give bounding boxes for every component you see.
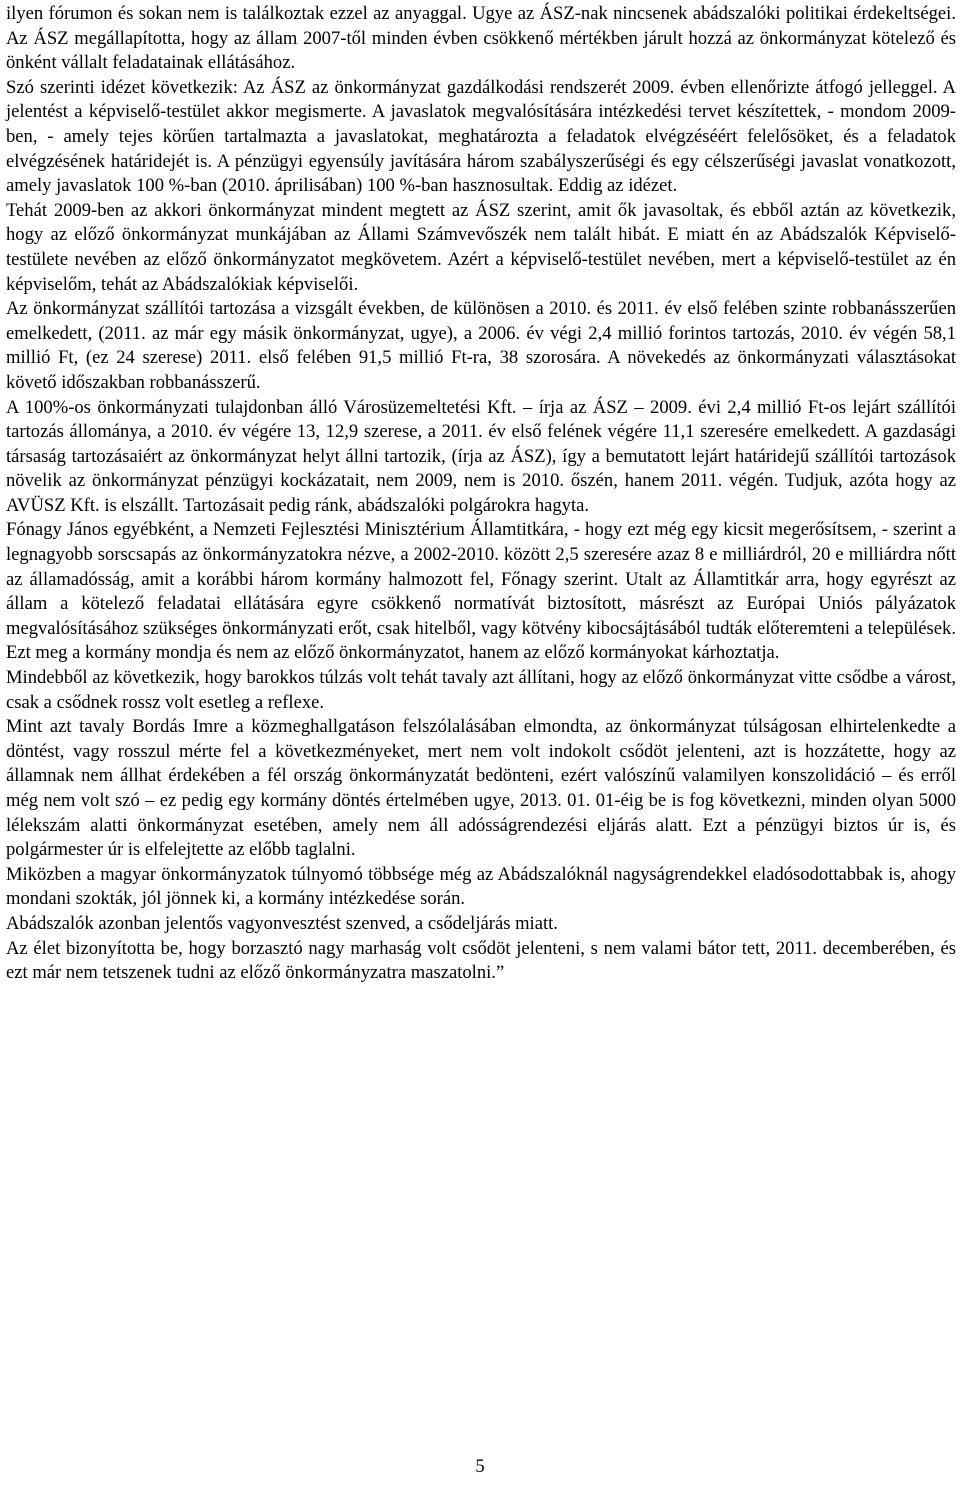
paragraph: Tehát 2009-ben az akkori önkormányzat mindent megtett az ÁSZ szerint, amit ők javasoltak, és ebből aztán az következik, hogy az előző önkormányzat munkájában az Állami Számvevőszék nem talált hibát. E miatt én az Abádszalók Képviselő-testülete nevében az előző önkormányzatot megkövetem. Azért a képviselő-testület nevében, mert a képviselő-testület az én képviselőm, tehát az Abádszalókiak képviselői. [6, 199, 956, 295]
paragraph: Mindebből az következik, hogy barokkos túlzás volt tehát tavaly azt állítani, hogy az előző önkormányzat vitte csődbe a várost, csak a csődnek rossz volt esetleg a reflexe. [6, 667, 956, 713]
paragraph: Az önkormányzat szállítói tartozása a vizsgált években, de különösen a 2010. és 2011. év első felében szinte robbanásszerűen emelkedett, (2011. az már egy másik önkormányzat, ugye), a 2006. év végi 2,4 millió forintos tartozás, 2010. év végén 58,1 millió Ft, (ez 24 szerese) 2011. első felében 91,5 millió Ft-ra, 38 szorosára. A növekedés az önkormányzati választásokat követő időszakban robbanásszerű. [6, 298, 956, 393]
paragraph: Fónagy János egyébként, a Nemzeti Fejlesztési Minisztérium Államtitkára, - hogy ezt még egy kicsit megerősítsem, - szerint a legnagyobb sorscsapás az önkormányzatokra nézve, a 2002-2010. között 2,5 szeresére azaz 8 e milliárdról, 20 e milliárdra nőtt az államadósság, amit a korábbi három kormány halmozott fel, Főnagy szerint. Utalt az Államtitkár arra, hogy egyrészt az állam a kötelező feladatai ellátására egyre csökkenő normatívát biztosított, másrészt az Európai Uniós pályázatok megvalósításához szükséges önkormányzati erőt, csak hitelből, vagy kötvény kibocsájtásából tudták előteremteni a települések. Ezt meg a kormány mondja és nem az előző önkormányzatot, hanem az előző kormányokat kárhoztatja. [6, 519, 956, 664]
document-body [6, 2, 956, 986]
paragraph: Az élet bizonyította be, hogy borzasztó nagy marhaság volt csődöt jelenteni, s nem valami bátor tett, 2011. decemberében, és ezt már nem tetszenek tudni az előző önkormányzatra maszatolni.” [6, 937, 956, 984]
paragraph: Abádszalók azonban jelentős vagyonvesztést szenved, a csődeljárás miatt. [6, 912, 558, 934]
page-number: 5 [475, 1456, 485, 1477]
paragraph: ilyen fórumon és sokan nem is találkoztak ezzel az anyaggal. Ugye az ÁSZ-nak nincsenek abádszalóki politikai érdekeltségei. Az ÁSZ megállapította, hogy az állam 2007-től minden évben csökkenő mértékben járult hozzá az önkormányzat kötelező és önként vállalt feladatainak ellátásához. [6, 3, 956, 74]
paragraph: Mint azt tavaly Bordás Imre a közmeghallgatáson felszólalásában elmondta, az önkormányzat túlságosan elhirtelenkedte a döntést, vagy rosszul mérte fel a következményeket, mert nem volt indokolt csődöt jelenteni, azt is hozzátette, hogy az államnak nem állhat érdekében a fél ország önkormányzatát bedönteni, ezért valószínű valamilyen konszolidáció – és erről még nem volt szó – ez pedig egy kormány döntés értelmében ugye, 2013. 01. 01-éig be is fog következni, minden olyan 5000 lélekszám alatti önkormányzat esetében, amely nem áll adósságrendezési eljárás alatt. Ezt a pénzügyi biztos úr is, és polgármester úr is elfelejtette az előbb taglalni. [6, 716, 956, 861]
paragraph: A 100%-os önkormányzati tulajdonban álló Városüzemeltetési Kft. – írja az ÁSZ – 2009. évi 2,4 millió Ft-os lejárt szállítói tartozás állománya, a 2010. év végére 13, 12,9 szerese, a 2011. év első felének végére 11,1 szeresére emelkedett. A gazdasági társaság tartozásaiért az önkormányzat helyt állni tartozik, (írja az ÁSZ), így a bemutatott lejárt határidejű szállítói tartozások növelik az önkormányzat pénzügyi kockázatait, nem 2009, nem is 2010. őszén, hanem 2011. végén. Tudjuk, azóta hogy az AVÜSZ Kft. is elszállt. Tartozásait pedig ránk, abádszalóki polgárokra hagyta. [6, 396, 956, 516]
paragraph: Szó szerinti idézet következik: Az ÁSZ az önkormányzat gazdálkodási rendszerét 2009. évben ellenőrizte átfogó jelleggel. A jelentést a képviselő-testület akkor megismerte. A javaslatok megvalósítására intézkedési tervet készítettek, - mondom 2009-ben, - amely tejes körűen tartalmazta a javaslatokat, meghatározta a feladatok elvégzéséért felelősöket, és a feladatok elvégzésének határidejét is. A pénzügyi egyensúly javítására három szabályszerűségi és egy célszerűségi javaslat vonatkozott, amely javaslatok 100 %-ban (2010. áprilisában) 100 %-ban hasznosultak. Eddig az idézet. [6, 76, 956, 197]
paragraph: Miközben a magyar önkormányzatok túlnyomó többsége még az Abádszalóknál nagyságrendekkel eladósodottabbak is, ahogy mondani szokták, jól jönnek ki, a kormány intézkedése során. [6, 863, 956, 910]
